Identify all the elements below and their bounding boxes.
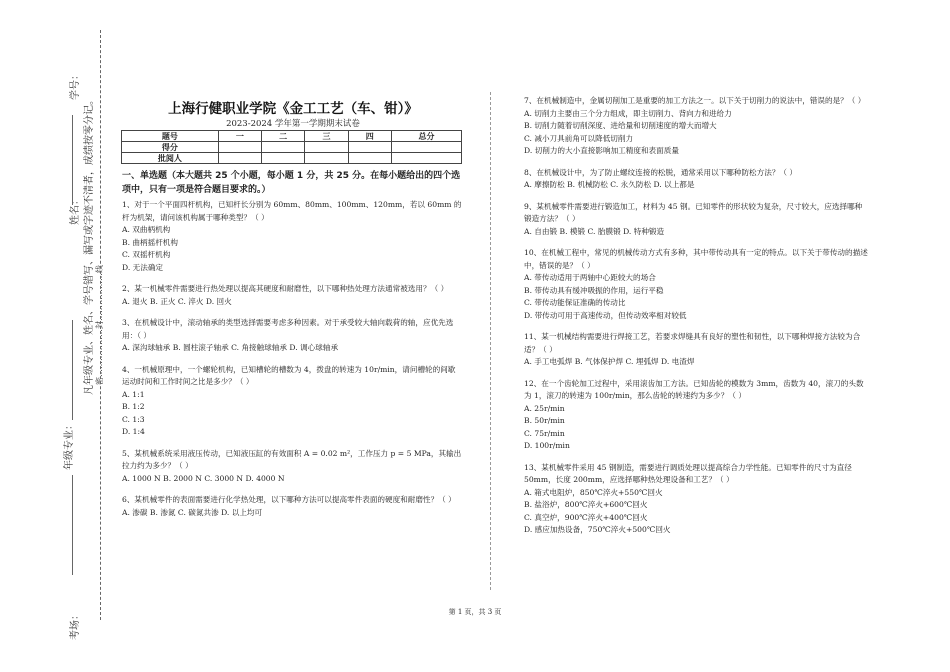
score-cell <box>348 153 391 164</box>
question-option: A. 手工电弧焊 B. 气体保护焊 C. 埋弧焊 D. 电渣焊 <box>524 357 695 366</box>
question-option: A. 带传动适用于两轴中心距较大的场合 <box>524 273 656 282</box>
score-cell <box>391 142 461 153</box>
question-option: A. 双曲柄机构 <box>122 225 171 234</box>
question <box>122 199 462 274</box>
score-cell <box>218 142 261 153</box>
score-row-label: 得分 <box>122 142 219 153</box>
question <box>122 494 462 519</box>
grade-major-label: 年级专业： <box>64 420 75 470</box>
question-option: A. 深沟球轴承 B. 圆柱滚子轴承 C. 角接触球轴承 D. 调心球轴承 <box>122 343 339 352</box>
grade-major-line <box>72 320 73 420</box>
score-cell <box>261 153 304 164</box>
question-option: A. 渗碳 B. 渗氮 C. 碳氮共渗 D. 以上均可 <box>122 507 263 517</box>
score-cell <box>305 142 348 153</box>
student-id-label: 学号： <box>70 70 81 100</box>
seal-line-text: 密………………封………………线 <box>95 265 104 385</box>
right-column <box>524 95 869 546</box>
left-column <box>122 169 462 528</box>
score-table-header-row <box>122 131 462 142</box>
question-stem: 6、某机械零件的表面需要进行化学热处理，以下哪种方法可以提高零件表面的硬度和耐磨性？（ ） <box>122 495 456 504</box>
score-header-cell: 二 <box>261 131 304 142</box>
question <box>524 247 869 322</box>
question-stem: 8、在机械设计中，为了防止螺纹连接的松脱，通常采用以下哪种防松方法？（ ） <box>524 167 798 177</box>
question-option: D. 感应加热设备，750℃淬火+500℃回火 <box>524 525 671 534</box>
question <box>122 283 462 308</box>
question-option: C. 1:3 <box>122 414 145 424</box>
question-option: A. 切削力主要由三个分力组成，即主切削力、背向力和进给力 <box>524 108 732 118</box>
question <box>122 317 462 355</box>
question-stem: 4、一机械原理中，一个螺轮机构，已知槽轮的槽数为 4，拨盘的转速为 10r/min，请问槽轮的间歇运动时间和工作时间之比是多少？（ ） <box>122 364 456 386</box>
question-stem: 9、某机械零件需要进行锻造加工，材料为 45 钢。已知零件的形状较为复杂，尺寸较大，应选择哪种锻造方法？（ ） <box>524 201 863 223</box>
question <box>122 364 462 439</box>
question-option: D. 切削力的大小直接影响加工精度和表面质量 <box>524 146 679 155</box>
score-table-row <box>122 153 462 164</box>
score-table-row <box>122 142 462 153</box>
column-divider <box>490 92 491 590</box>
question <box>524 378 869 453</box>
name-line <box>72 115 73 205</box>
score-row-label: 批阅人 <box>122 153 219 164</box>
question <box>524 331 869 369</box>
question <box>524 201 869 239</box>
question-option: B. 曲柄摇杆机构 <box>122 237 178 247</box>
question <box>122 448 462 486</box>
binding-warning: 凡年级专业、姓名、学号错写、漏写或字迹不清者，成绩按零分记。 <box>84 95 95 395</box>
binding-margin <box>0 0 110 672</box>
question-option: B. 盐浴炉，800℃淬火+600℃回火 <box>524 500 648 509</box>
score-header-cell: 题号 <box>122 131 219 142</box>
seal-dashed-line <box>100 30 101 620</box>
question-option: A. 1:1 <box>122 389 145 399</box>
question-stem: 13、某机械零件采用 45 钢制造，需要进行调质处理以提高综合力学性能。已知零件的尺寸为直径 50mm，长度 200mm，应选择哪种热处理设备和工艺？（ ） <box>524 462 852 484</box>
question-option: A. 自由锻 B. 模锻 C. 胎膜锻 D. 特种锻造 <box>524 226 665 236</box>
question-stem: 11、某一机械结构需要进行焊接工艺，若要求焊缝具有良好的塑性和韧性，以下哪种焊接方法较为合适？（ ） <box>524 332 861 354</box>
question-stem: 5、某机械系统采用液压传动，已知液压缸的有效面积 A = 0.02 m²，工作压力 p = 5 MPa，其输出拉力约为多少？（ ） <box>122 448 462 470</box>
score-cell <box>261 142 304 153</box>
venue-label: 考场： <box>70 610 81 640</box>
question-option: A. 摩擦防松 B. 机械防松 C. 永久防松 D. 以上都是 <box>524 180 695 189</box>
question-option: B. 50r/min <box>524 416 565 425</box>
question <box>524 95 869 158</box>
score-header-cell: 三 <box>305 131 348 142</box>
question-stem: 3、在机械设计中，滚动轴承的类型选择需要考虑多种因素。对于承受较大轴向载荷的轴，应优先选用：（ ） <box>122 318 454 340</box>
question-option: C. 双摇杆机构 <box>122 250 171 259</box>
question-option: C. 带传动能保证准确的传动比 <box>524 298 626 307</box>
score-header-cell: 总分 <box>391 131 461 142</box>
question-option: C. 减小刀具前角可以降低切削力 <box>524 133 634 143</box>
venue-line <box>72 475 73 575</box>
question <box>524 462 869 537</box>
question-stem: 1、对于一个平面四杆机构，已知杆长分别为 60mm、80mm、100mm、120mm，若以 60mm 的杆为机架，请问该机构属于哪种类型？（ ） <box>122 200 462 222</box>
score-cell <box>305 153 348 164</box>
question-stem: 10、在机械工程中，常见的机械传动方式有多种，其中带传动具有一定的特点。以下关于带传动的描述中，错误的是？（ ） <box>524 248 868 270</box>
question-stem: 12、在一个齿轮加工过程中，采用滚齿加工方法。已知齿轮的模数为 3mm，齿数为 40，滚刀的头数为 1，滚刀的转速为 100r/min，那么齿轮的转速约为多少？（ ） <box>524 378 864 400</box>
question-option: D. 1:4 <box>122 427 145 436</box>
score-header-cell: 一 <box>218 131 261 142</box>
question-option: A. 退火 B. 正火 C. 淬火 D. 回火 <box>122 296 232 306</box>
score-header-cell: 四 <box>348 131 391 142</box>
question-stem: 7、在机械制造中，金属切削加工是重要的加工方法之一。以下关于切削力的说法中，错误的是？（ ） <box>524 96 866 105</box>
question-stem: 2、某一机械零件需要进行热处理以提高其硬度和耐磨性，以下哪种热处理方法通常被选用？（ ） <box>122 284 449 293</box>
question-option: C. 真空炉，900℃淬火+400℃回火 <box>524 512 648 522</box>
question <box>524 167 869 192</box>
page-footer: 第 1 页，共 3 页 <box>448 608 502 616</box>
question-option: B. 切削力随着切削深度、进给量和切削速度的增大而增大 <box>524 121 717 130</box>
question-option: B. 带传动具有缓冲吸振的作用，运行平稳 <box>524 285 664 295</box>
score-cell <box>348 142 391 153</box>
score-table <box>121 130 462 164</box>
question-option: D. 无法确定 <box>122 262 164 272</box>
question-option: C. 75r/min <box>524 428 565 438</box>
score-cell <box>391 153 461 164</box>
question-option: A. 1000 N B. 2000 N C. 3000 N D. 4000 N <box>122 473 285 483</box>
question-option: A. 25r/min <box>524 403 565 413</box>
question-option: B. 1:2 <box>122 402 145 411</box>
exam-title: 上海行健职业学院《金工工艺（车、钳）》 <box>168 101 418 117</box>
section-heading: 一、单选题（本大题共 25 个小题，每小题 1 分，共 25 分。在每小题给出的四个选项中，只有一项是符合题目要求的。） <box>122 171 461 195</box>
question-option: D. 100r/min <box>524 441 570 450</box>
question-option: D. 带传动可用于高速传动，但传动效率相对较低 <box>524 310 687 320</box>
exam-subtitle: 2023-2024 学年第一学期期末试卷 <box>226 119 360 129</box>
score-cell <box>218 153 261 164</box>
question-option: A. 箱式电阻炉，850℃淬火+550℃回火 <box>524 487 663 497</box>
name-label: 姓名： <box>70 195 81 225</box>
